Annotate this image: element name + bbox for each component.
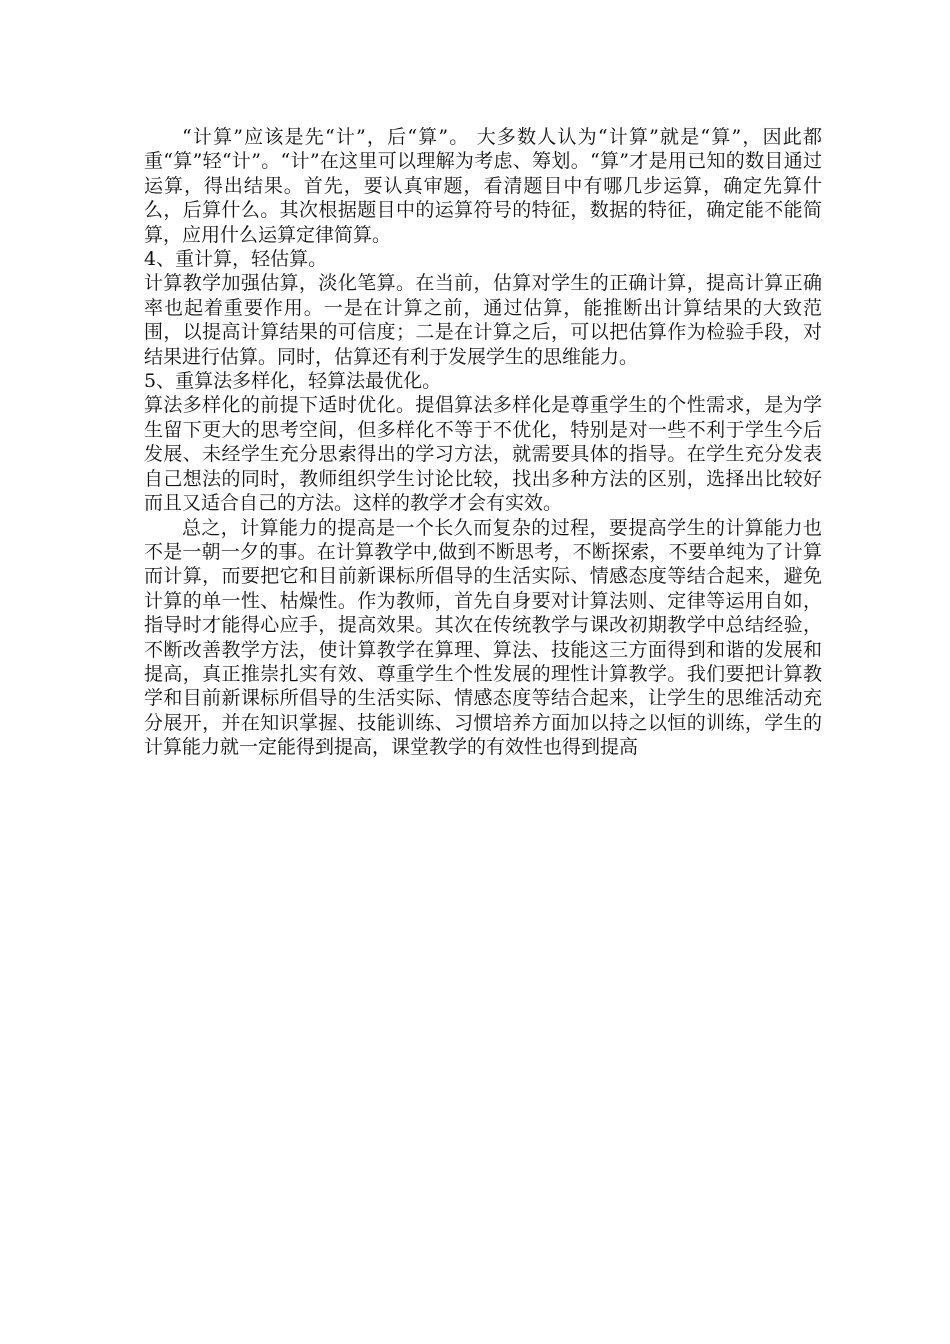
heading-point-5: 5、重算法多样化，轻算法最优化。: [144, 370, 442, 393]
paragraph-calc-meaning: “计算”应该是先“计”，后“算”。 大多数人认为“计算”就是“算”，因此都重“算”轻“计”。“计”在这里可以理解为考虑、筹划。“算”才是用已知的数目通过运算，得出结果。首先，要认真审题，看清题目中有哪几步运算，确定先算什么，后算什么。其次根据题目中的运算符号的特征，数据的特征，确定能不能简算，应用什么运算定律简算。: [144, 126, 822, 246]
paragraph-estimation: 计算教学加强估算，淡化笔算。在当前，估算对学生的正确计算，提高计算正确率也起着重要作用。一是在计算之前，通过估算，能推断出计算结果的大致范围，以提高计算结果的可信度；二是在计算之后，可以把估算作为检验手段，对结果进行估算。同时，估算还有利于发展学生的思维能力。: [144, 272, 822, 368]
document-body: [144, 125, 822, 760]
paragraph-summary: 总之，计算能力的提高是一个长久而复杂的过程，要提高学生的计算能力也不是一朝一夕的事。在计算教学中,做到不断思考，不断探索，不要单纯为了计算而计算，而要把它和目前新课标所倡导的生活实际、情感态度等结合起来，避免计算的单一性、枯燥性。作为教师，首先自身要对计算法则、定律等运用自如，指导时才能得心应手，提高效果。其次在传统教学与课改初期教学中总结经验，不断改善教学方法，使计算教学在算理、算法、技能这三方面得到和谐的发展和提高，真正推崇扎实有效、尊重学生个性发展的理性计算教学。我们要把计算教学和目前新课标所倡导的生活实际、情感态度等结合起来，让学生的思维活动充分展开，并在知识掌握、技能训练、习惯培养方面加以持之以恒的训练，学生的计算能力就一定能得到提高，课堂教学的有效性也得到提高: [144, 516, 822, 759]
heading-point-4: 4、重计算，轻估算。: [144, 248, 328, 271]
paragraph-algorithm-diversity: 算法多样化的前提下适时优化。提倡算法多样化是尊重学生的个性需求，是为学生留下更大的思考空间，但多样化不等于不优化，特别是对一些不利于学生今后发展、未经学生充分思索得出的学习方法，就需要具体的指导。在学生充分发表自己想法的同时，教师组织学生讨论比较，找出多种方法的区别，选择出比较好而且又适合自己的方法。这样的教学才会有实效。: [144, 394, 822, 515]
